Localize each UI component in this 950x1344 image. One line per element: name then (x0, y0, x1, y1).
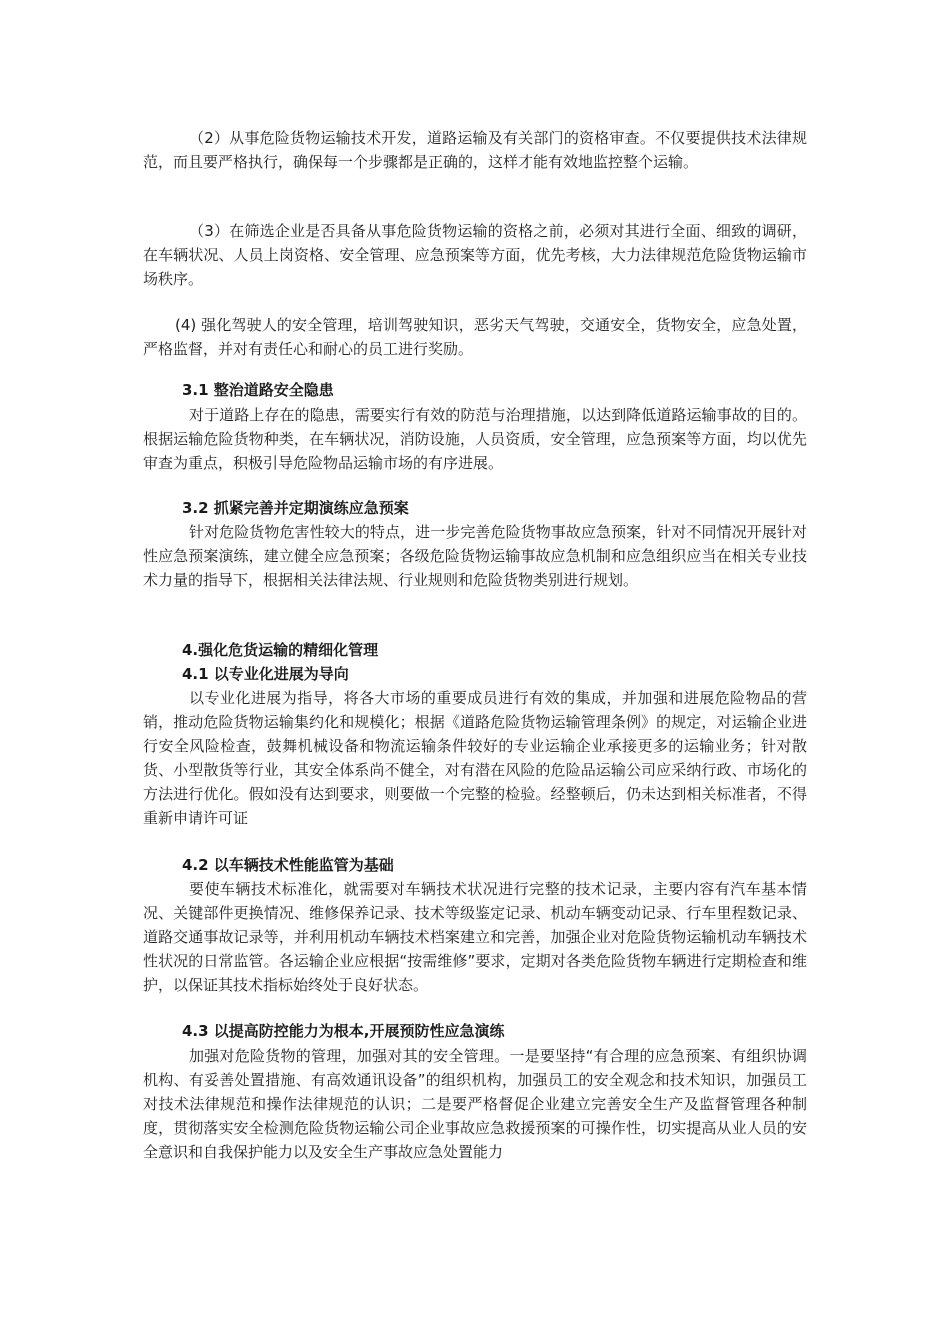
section-4-2-heading: 4.2 以车辆技术性能监管为基础 (182, 856, 394, 874)
section-3-1-body: 对于道路上存在的隐患，需要实行有效的防范与治理措施，以达到降低道路运输事故的目的。根据运输危险货物种类，在车辆状况，消防设施，人员资质，安全管理，应急预案等方面，均以优先审查为重点，积极引导危险物品运输市场的有序进展。 (143, 406, 807, 472)
section-4-3-heading: 4.3 以提高防控能力为根本,开展预防性应急演练 (182, 1022, 505, 1040)
section-4-1-body: 以专业化进展为指导，将各大市场的重要成员进行有效的集成，并加强和进展危险物品的营销，推动危险货物运输集约化和规模化；根据《道路危险货物运输管理条例》的规定，对运输企业进行安全风险检查，鼓舞机械设备和物流运输条件较好的专业运输企业承接更多的运输业务；针对散货、小型散货等行业，其安全体系尚不健全，对有潜在风险的危险品运输公司应采纳行政、市场化的方法进行优化。假如没有达到要求，则要做一个完整的检验。经整顿后，仍未达到相关标准者，不得重新申请许可证 (143, 689, 807, 827)
paragraph-4: (4) 强化驾驶人的安全管理，培训驾驶知识，恶劣天气驾驶，交通安全，货物安全，应急处置，严格监督，并对有责任心和耐心的员工进行奖励。 (143, 316, 807, 358)
section-4-2-body: 要使车辆技术标准化，就需要对车辆技术状况进行完整的技术记录，主要内容有汽车基本情况、关键部件更换情况、维修保养记录、技术等级鉴定记录、机动车辆变动记录、行车里程数记录、道路交通事故记录等，并利用机动车辆技术档案建立和完善，加强企业对危险货物运输机动车辆技术性状况的日常监管。各运输企业应根据“按需维修”要求，定期对各类危险货物车辆进行定期检查和维护，以保证其技术指标始终处于良好状态。 (143, 880, 807, 994)
paragraph-3: （3）在筛选企业是否具备从事危险货物运输的资格之前，必须对其进行全面、细致的调研，在车辆状况、人员上岗资格、安全管理、应急预案等方面，优先考核，大力法律规范危险货物运输市场秩序。 (143, 222, 807, 288)
section-4-1-heading: 4.1 以专业化进展为导向 (182, 665, 349, 683)
section-4-heading: 4.强化危货运输的精细化管理 (182, 641, 379, 659)
section-3-2-body: 针对危险货物危害性较大的特点，进一步完善危险货物事故应急预案，针对不同情况开展针对性应急预案演练，建立健全应急预案；各级危险货物运输事故应急机制和应急组织应当在相关专业技术力量的指导下，根据相关法律法规、行业规则和危险货物类别进行规划。 (143, 523, 807, 589)
paragraph-2: （2）从事危险货物运输技术开发，道路运输及有关部门的资格审查。不仅要提供技术法律规范，而且要严格执行，确保每一个步骤都是正确的，这样才能有效地监控整个运输。 (143, 129, 807, 171)
section-3-1-heading: 3.1 整治道路安全隐患 (182, 381, 334, 399)
section-4-3-body: 加强对危险货物的管理，加强对其的安全管理。一是要坚持“有合理的应急预案、有组织协调机构、有妥善处置措施、有高效通讯设备”的组织机构，加强员工的安全观念和技术知识，加强员工对技术法律规范和操作法律规范的认识；二是要严格督促企业建立完善安全生产及监督管理各种制度，贯彻落实安全检测危险货物运输公司企业事故应急救援预案的可操作性，切实提高从业人员的安全意识和自我保护能力以及安全生产事故应急处置能力 (143, 1047, 807, 1161)
section-3-2-heading: 3.2 抓紧完善并定期演练应急预案 (182, 499, 409, 517)
